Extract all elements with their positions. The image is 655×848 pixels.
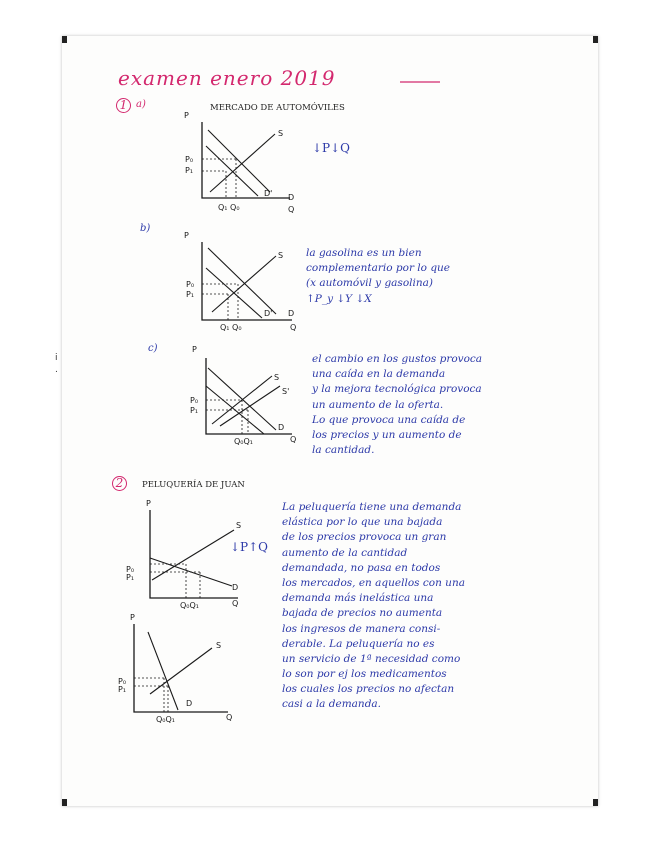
label-p0: P₀	[186, 280, 195, 289]
text-b	[306, 246, 450, 307]
text-q2-line: los cuales los precios no afectan	[282, 683, 455, 696]
axis-label-p: P	[192, 345, 197, 354]
demand-line	[208, 248, 276, 314]
text-q2-line: demandada, no pasa en todos	[282, 561, 441, 574]
part-c-marker: c)	[148, 343, 158, 354]
text-q2-line: derable. La peluquería no es	[282, 637, 435, 650]
question-2-number: 2	[112, 476, 127, 491]
label-p0: P₀	[185, 155, 194, 164]
supply-line	[210, 134, 275, 192]
text-q2-line: los mercados, en aquellos con una	[282, 576, 465, 589]
text-q2-line: La peluquería tiene una demanda	[282, 501, 462, 513]
exam-title: examen enero 2019	[118, 66, 336, 90]
text-c-line: el cambio en los gustos provoca	[312, 353, 483, 365]
label-p1: P₁	[118, 685, 127, 694]
label-q1q0: Q₁ Q₀	[220, 323, 242, 332]
text-q2-line: un servicio de 1ª necesidad como	[282, 652, 461, 665]
label-q: Q	[290, 435, 297, 444]
label-d1: D'	[264, 309, 273, 318]
supply-line	[212, 256, 276, 312]
label-q: Q	[226, 713, 233, 722]
text-c-line: y la mejora tecnológica provoca	[312, 383, 482, 396]
label-p0: P₀	[118, 677, 127, 686]
text-q2-line: aumento de la cantidad	[282, 546, 408, 559]
text-q2-line: demanda más inelástica una	[282, 592, 434, 605]
label-d: D	[278, 423, 285, 432]
label-q: Q	[290, 323, 297, 332]
label-p1: P₁	[186, 290, 195, 299]
label-p1: P₁	[185, 166, 194, 175]
axis-label-p: P	[184, 231, 189, 240]
label-d: D	[186, 699, 193, 708]
label-s: S	[236, 521, 242, 530]
label-d: D	[288, 309, 295, 318]
text-c	[312, 352, 482, 458]
part-a-marker: a)	[136, 99, 146, 110]
note-q2: ↓P↑Q	[230, 540, 269, 554]
graph-q2-inelastic	[116, 614, 266, 730]
text-b-line: complementario por lo que	[306, 262, 451, 275]
text-b-line: ↑P_y ↓Y ↓X	[306, 292, 372, 305]
label-s: S	[278, 129, 284, 138]
text-c-line: los precios y un aumento de	[312, 428, 462, 441]
label-q1q0: Q₁ Q₀	[218, 203, 240, 212]
label-s1: S'	[282, 387, 290, 396]
text-q2-line: casi a la demanda.	[282, 698, 382, 711]
part-b-marker: b)	[140, 223, 151, 234]
text-q2	[282, 500, 465, 713]
q2-heading: PELUQUERÍA DE JUAN	[142, 480, 245, 490]
text-c-line: una caída en la demanda	[312, 368, 446, 381]
graph-a	[180, 111, 320, 218]
note-a: ↓P↓Q	[312, 141, 351, 155]
label-q0q1: Q₀Q₁	[180, 601, 200, 610]
axis-label-p: P	[130, 613, 135, 622]
label-d: D	[288, 193, 295, 202]
label-q: Q	[288, 205, 295, 214]
axis-label-p: P	[184, 111, 189, 120]
label-q0q1: Q₀Q₁	[234, 437, 254, 446]
label-p1: P₁	[190, 406, 199, 415]
axis-label-p: P	[146, 499, 151, 508]
label-q0q1: Q₀Q₁	[156, 715, 176, 724]
supply-line	[150, 648, 212, 694]
demand-line	[148, 632, 178, 710]
demand-line	[208, 130, 270, 192]
label-p0: P₀	[190, 396, 199, 405]
text-b-line: la gasolina es un bien	[306, 247, 422, 259]
label-s: S	[274, 373, 280, 382]
text-q2-line: lo son por ej los medicamentos	[282, 668, 447, 681]
text-c-line: la cantidad.	[312, 444, 375, 457]
graph-c	[180, 346, 320, 450]
label-d: D	[232, 583, 239, 592]
text-q2-line: de los precios provoca un gran	[282, 531, 447, 544]
graph-q2-elastic	[116, 499, 269, 616]
text-b-line: (x automóvil y gasolina)	[306, 277, 433, 290]
q1-heading: MERCADO DE AUTOMÓVILES	[210, 103, 345, 113]
label-d1: D'	[264, 189, 273, 198]
margin-marks: i .	[55, 353, 58, 375]
label-s: S	[216, 641, 222, 650]
graph-b	[180, 232, 320, 332]
text-c-line: un aumento de la oferta.	[312, 398, 444, 411]
label-p1: P₁	[126, 573, 135, 582]
text-c-line: Lo que provoca una caída de	[312, 413, 466, 426]
text-q2-line: elástica por lo que una bajada	[282, 516, 443, 529]
label-q: Q	[232, 599, 239, 608]
label-p0: P₀	[126, 565, 135, 574]
text-q2-line: los ingresos de manera consi-	[282, 622, 441, 635]
question-1-number: 1	[116, 98, 131, 113]
label-s: S	[278, 251, 284, 260]
text-q2-line: bajada de precios no aumenta	[282, 607, 443, 620]
